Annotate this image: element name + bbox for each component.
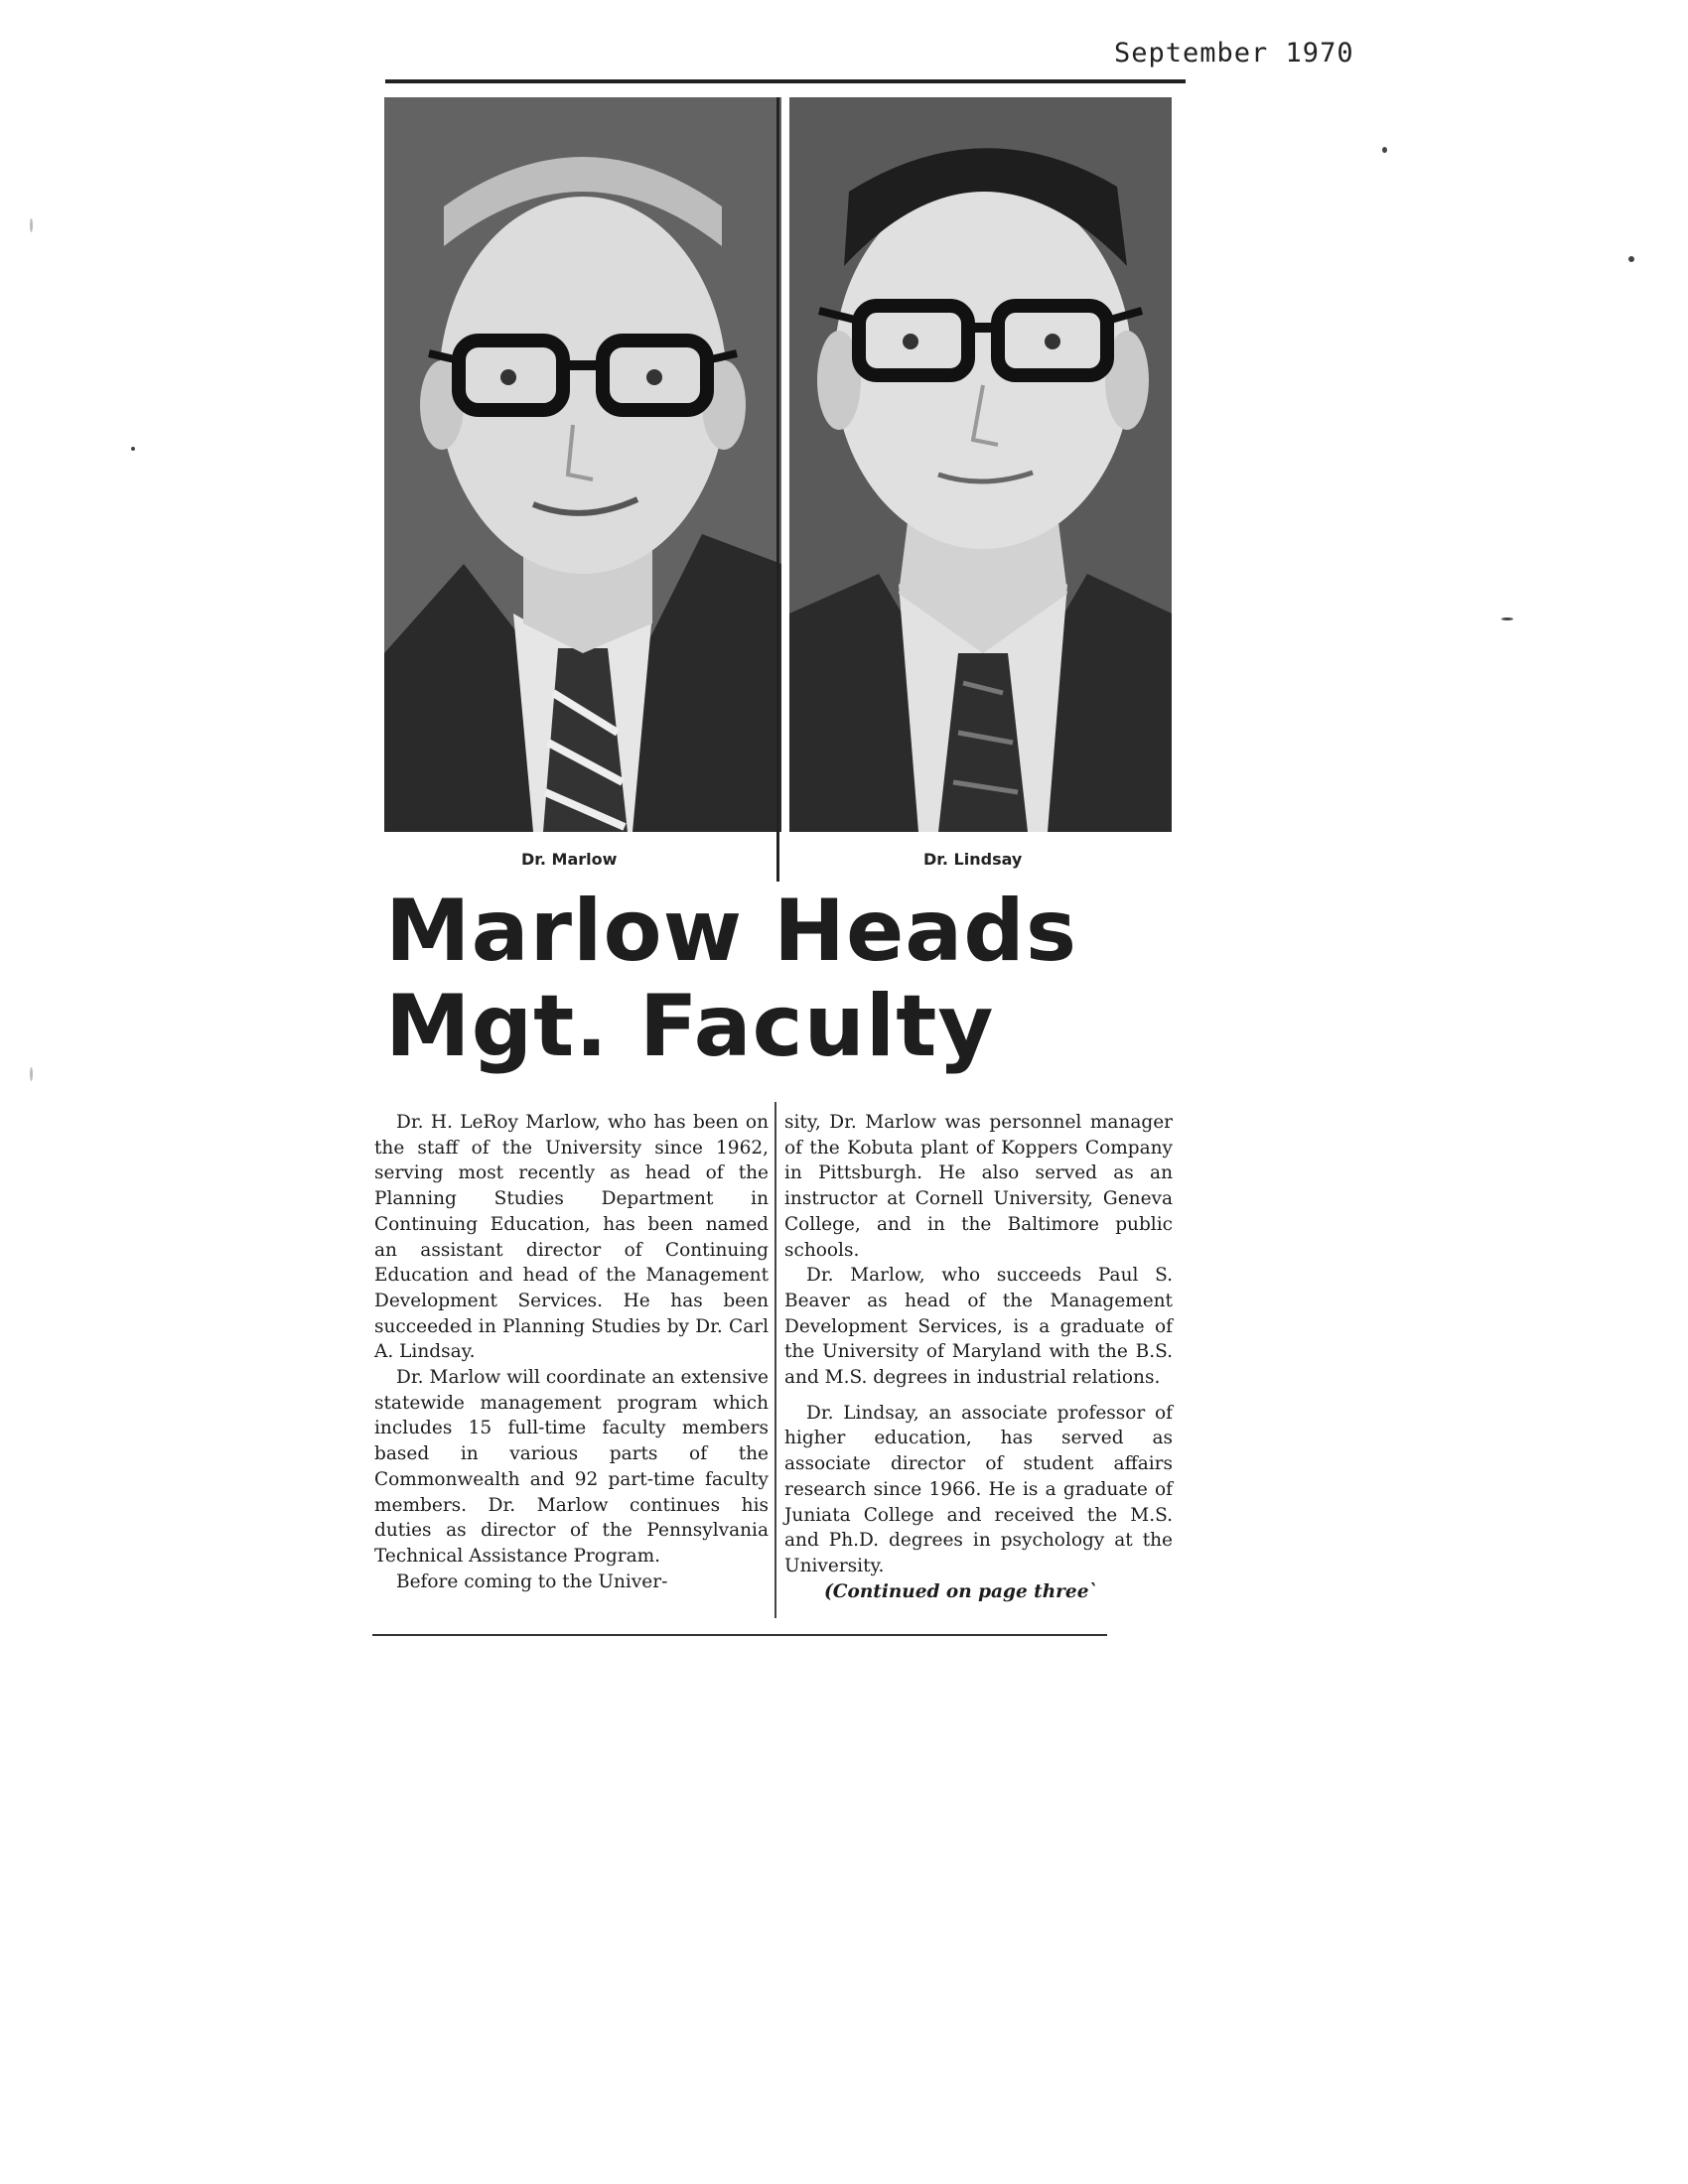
article-column-left	[374, 1110, 769, 1594]
photo-dr-lindsay	[789, 97, 1172, 832]
paragraph: Dr. Marlow, who succeeds Paul S. Beaver as head of the Management Development Services, is a graduate of the University of Maryland with the B.S. and M.S. degrees in industrial relations.	[784, 1265, 1173, 1389]
date-stamp: September 1970	[1114, 38, 1354, 68]
column-separator	[774, 1102, 776, 1618]
top-rule	[385, 79, 1186, 83]
paragraph: Dr. H. LeRoy Marlow, who has been on the staff of the University since 1962, serving most recently as head of the Planning Studies Department in Continuing Education, has been named an assistant director of Continuing Education and head of the Management Development Services. He has been succeeded in Planning Studies by Dr. Carl A. Lindsay.	[374, 1112, 769, 1363]
paragraph: sity, Dr. Marlow was personnel manager of the Kobuta plant of Koppers Company in Pittsburgh. He also served as an instructor at Cornell University, Geneva College, and in the Baltimore public schools.	[784, 1112, 1173, 1261]
photo-dr-marlow	[384, 97, 781, 832]
portrait-marlow-image	[384, 97, 781, 832]
scan-speck	[1501, 617, 1513, 620]
newspaper-clipping	[372, 79, 1187, 1638]
paragraph: Before coming to the Univer-	[396, 1570, 668, 1592]
continued-note: (Continued on page three`	[824, 1580, 1098, 1602]
photo-divider	[776, 97, 779, 882]
scan-speck	[1382, 147, 1387, 153]
paragraph: Dr. Marlow will coordinate an extensive statewide management program which includes 15 full-time faculty members based in various parts of the Commonwealth and 92 part-time faculty members. Dr. Marlow continues his duties as director of the Pennsylvania Technical Assistance Program.	[374, 1367, 769, 1567]
headline	[385, 884, 1180, 1074]
bottom-rule	[372, 1634, 1107, 1636]
caption-dr-lindsay: Dr. Lindsay	[923, 850, 1023, 869]
article-column-right	[784, 1110, 1173, 1604]
scan-speck	[30, 1067, 33, 1081]
paragraph: Dr. Lindsay, an associate professor of higher education, has served as associate director of student affairs research since 1966. He is a graduate of Juniata College and received the M.S. and Ph.D. degrees in psychology at the University.	[784, 1402, 1173, 1576]
scan-speck	[131, 447, 135, 451]
headline-line-2: Mgt. Faculty	[385, 977, 995, 1076]
scan-speck	[1628, 256, 1634, 262]
headline-line-1: Marlow Heads	[385, 882, 1078, 981]
portrait-lindsay-image	[789, 97, 1172, 832]
scan-speck	[30, 218, 33, 232]
caption-dr-marlow: Dr. Marlow	[521, 850, 618, 869]
